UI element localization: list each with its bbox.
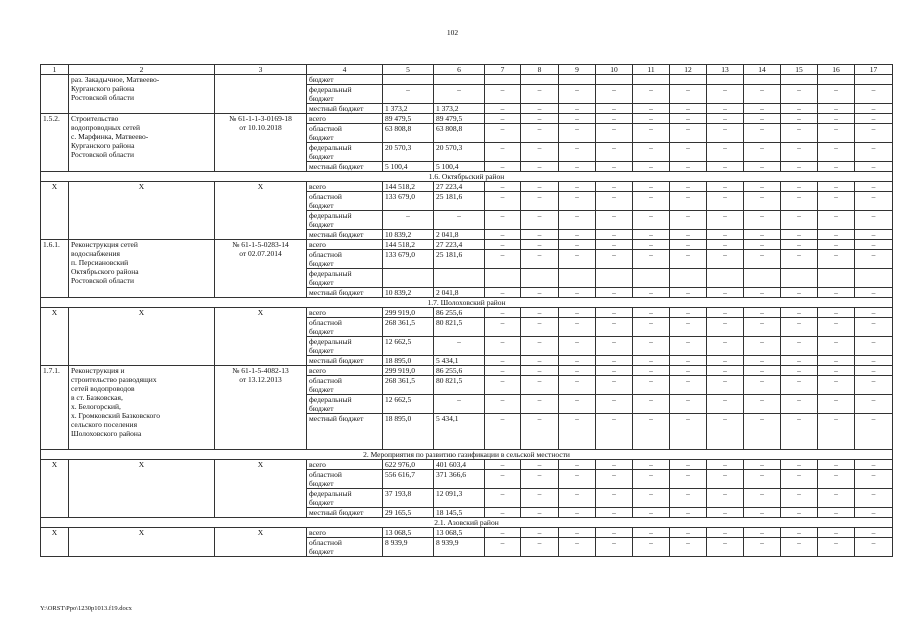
section-title: 1.7. Шолоховский район [41,298,893,308]
table-row: раз. Закадычное, Матвеево- Курганского района Ростовской области бюджет [41,75,893,85]
table-row: местный бюджет 10 839,2 2 041,8 – – – – – – – – – – – [41,288,893,298]
table-row: местный бюджет 5 100,4 5 100,4 – – – – – – – – – – – [41,162,893,172]
table-row: Х Х Х всего 144 518,2 27 223,4 – – – – – – – – – – – [41,182,893,192]
table-row: областной бюджет 268 361,5 80 821,5 – – – – – – – – – – – [41,318,893,337]
table-row: федеральный бюджет [41,269,893,288]
header-cell: 16 [818,65,855,75]
section-title: 2.1. Азовский район [41,518,893,528]
table-row: федеральный бюджет 37 193,8 12 091,3 – – – – – – – – – – – [41,489,893,508]
table-row: областной бюджет 556 616,7 371 366,6 – – – – – – – – – – – [41,470,893,489]
header-cell: 17 [855,65,893,75]
header-cell: 12 [670,65,707,75]
table-row: местный бюджет 18 895,0 5 434,1 – – – – – – – – – – – [41,356,893,366]
table-row: областной бюджет 133 679,0 25 181,6 – – – – – – – – – – – [41,192,893,211]
table-row: местный бюджет 18 895,0 5 434,1 – – – – – – – – – – – [41,414,893,450]
header-cell: 10 [596,65,633,75]
table-row: местный бюджет 29 165,5 18 145,5 – – – – – – – – – – – [41,508,893,518]
project-description: Строительство водопроводных сетей с. Марфинка, Матвеево- Курганского района Ростовской области [69,114,215,172]
table-row: областной бюджет 8 939,9 8 939,9 – – – – – – – – – – – [41,538,893,557]
page-number: 102 [446,28,459,37]
section-row [41,518,893,528]
project-description: Реконструкция сетей водоснабжения п. Персиановский Октябрьского района Ростовской области [69,240,215,298]
table-row: 1.6.1. Реконструкция сетей водоснабжения п. Персиановский Октябрьского района Ростовской области № 61-1-5-0283-14 от 02.07.2014 всего 144 518,2 27 223,4 – – – – – – – – – – – [41,240,893,250]
header-cell: 14 [744,65,781,75]
table-row: федеральный бюджет 12 662,5 – – – – – – – – – – – – [41,395,893,414]
table-row: областной бюджет 133 679,0 25 181,6 – – – – – – – – – – – [41,250,893,269]
header-cell: 13 [707,65,744,75]
expertise-document: № 61-1-5-0283-14 от 02.07.2014 [215,240,307,298]
header-cell: 8 [521,65,559,75]
project-description: раз. Закадычное, Матвеево- Курганского района Ростовской области [69,75,215,114]
table-row: Х Х Х всего 299 919,0 86 255,6 – – – – – – – – – – – [41,308,893,318]
header-cell: 3 [215,65,307,75]
table-row: 1.5.2. Строительство водопроводных сетей с. Марфинка, Матвеево- Курганского района Ростовской области № 61-1-1-3-0169-18 от 10.10.2018 всего 89 479,5 89 479,5 – – – – – – – – – – – [41,114,893,124]
section-row [41,172,893,182]
table-row: областной бюджет 63 808,8 63 808,8 – – – – – – – – – – – [41,124,893,143]
header-cell: 5 [383,65,434,75]
header-cell: 7 [485,65,521,75]
header-row [41,65,893,75]
table-row: Х Х Х всего 622 976,0 401 603,4 – – – – – – – – – – – [41,460,893,470]
table-row: федеральный бюджет 20 570,3 20 570,3 – – – – – – – – – – – [41,143,893,162]
table-row: 1.7.1. Реконструкция и строительство разводящих сетей водопроводов в ст. Базковская, х. Белогорский, х. Громковский Базковского сельского поселения Шолоховского района № 61-1-5-4082-13 от 13.12.2013 всего 299 919,0 86 255,6 – – – – – – – – – – – [41,366,893,376]
project-description: Реконструкция и строительство разводящих сетей водопроводов в ст. Базковская, х. Белогорский, х. Громковский Базковского сельского поселения Шолоховского района [69,366,215,450]
header-cell: 2 [69,65,215,75]
section-row [41,298,893,308]
expertise-document: № 61-1-5-4082-13 от 13.12.2013 [215,366,307,450]
table-row: федеральный бюджет – – – – – – – – – – – – – [41,85,893,104]
file-path-footer: Y:\ORST\Ppo\1230p1013.f19.docx [40,605,132,612]
table-row: местный бюджет 1 373,2 1 373,2 – – – – – – – – – – – [41,104,893,114]
table-row: федеральный бюджет – – – – – – – – – – – – – [41,211,893,230]
table-row: областной бюджет 268 361,5 80 821,5 – – – – – – – – – – – [41,376,893,395]
section-row [41,450,893,460]
program-table [40,64,893,557]
table-row: федеральный бюджет 12 662,5 – – – – – – – – – – – – [41,337,893,356]
header-cell: 9 [559,65,596,75]
expertise-document: № 61-1-1-3-0169-18 от 10.10.2018 [215,114,307,172]
header-cell: 1 [41,65,69,75]
header-cell: 6 [434,65,485,75]
header-cell: 11 [633,65,670,75]
table-row: Х Х Х всего 13 068,5 13 068,5 – – – – – – – – – – – [41,528,893,538]
section-title: 2. Мероприятия по развитию газификации в сельской местности [41,450,893,460]
section-title: 1.6. Октябрьский район [41,172,893,182]
header-cell: 4 [307,65,383,75]
header-cell: 15 [781,65,818,75]
table-row: местный бюджет 10 839,2 2 041,8 – – – – – – – – – – – [41,230,893,240]
